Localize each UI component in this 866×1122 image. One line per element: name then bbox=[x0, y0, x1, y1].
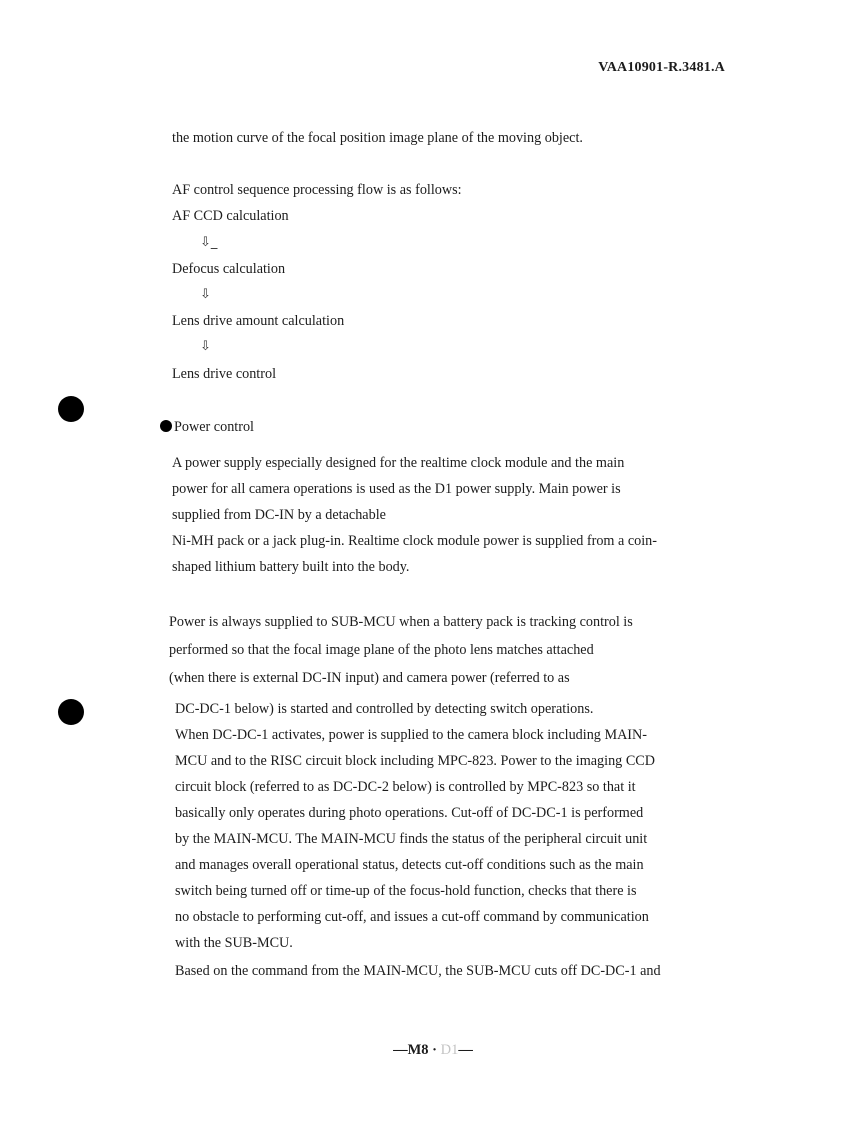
page-footer bbox=[0, 1042, 866, 1059]
punch-hole-bottom bbox=[58, 699, 84, 725]
down-arrow-icon: ⇩_ bbox=[200, 235, 218, 250]
paragraph-line: performed so that the focal image plane of the photo lens matches attached bbox=[169, 642, 594, 658]
paragraph-line: with the SUB-MCU. bbox=[175, 935, 293, 951]
paragraph-line: shaped lithium battery built into the body. bbox=[172, 559, 410, 575]
paragraph-line: When DC-DC-1 activates, power is supplied to the camera block including MAIN- bbox=[175, 727, 648, 743]
down-arrow-icon: ⇩ bbox=[200, 287, 211, 302]
paragraph-line: DC-DC-1 below) is started and controlled by detecting switch operations. bbox=[175, 701, 594, 717]
paragraph-line: and manages overall operational status, detects cut-off conditions such as the main bbox=[175, 857, 644, 873]
down-arrow-icon: ⇩ bbox=[200, 339, 211, 354]
section-heading-power-control bbox=[160, 418, 254, 436]
af-flow-intro: AF control sequence processing flow is as follows: bbox=[172, 182, 462, 198]
paragraph-line: by the MAIN-MCU. The MAIN-MCU finds the status of the peripheral circuit unit bbox=[175, 831, 648, 847]
page-number: —M8 · bbox=[393, 1042, 438, 1058]
section-heading-text: Power control bbox=[174, 419, 254, 435]
page-number-end: — bbox=[458, 1042, 473, 1058]
paragraph-line: Ni-MH pack or a jack plug-in. Realtime clock module power is supplied from a coin- bbox=[172, 533, 658, 549]
paragraph-line: Based on the command from the MAIN-MCU, the SUB-MCU cuts off DC-DC-1 and bbox=[175, 963, 661, 979]
continuation-text: the motion curve of the focal position image plane of the moving object. bbox=[172, 130, 583, 146]
punch-hole-top bbox=[58, 396, 84, 422]
paragraph-line: supplied from DC-IN by a detachable bbox=[172, 507, 386, 523]
bullet-icon bbox=[160, 420, 172, 432]
page-number-faint: D1 bbox=[440, 1042, 459, 1058]
paragraph-line: (when there is external DC-IN input) and camera power (referred to as bbox=[169, 670, 570, 686]
document-reference: VAA10901-R.3481.A bbox=[598, 60, 725, 75]
af-flow-step: AF CCD calculation bbox=[172, 208, 289, 224]
paragraph-line: circuit block (referred to as DC-DC-2 below) is controlled by MPC-823 so that it bbox=[175, 779, 636, 795]
paragraph-line: basically only operates during photo operations. Cut-off of DC-DC-1 is performed bbox=[175, 805, 644, 821]
paragraph-line: MCU and to the RISC circuit block including MPC-823. Power to the imaging CCD bbox=[175, 753, 655, 769]
paragraph-line: A power supply especially designed for the realtime clock module and the main bbox=[172, 455, 625, 471]
paragraph-line: Power is always supplied to SUB-MCU when a battery pack is tracking control is bbox=[169, 614, 633, 630]
af-flow-step: Lens drive amount calculation bbox=[172, 313, 345, 329]
paragraph-line: no obstacle to performing cut-off, and issues a cut-off command by communication bbox=[175, 909, 649, 925]
af-flow-step: Lens drive control bbox=[172, 366, 277, 382]
paragraph-line: switch being turned off or time-up of the focus-hold function, checks that there is bbox=[175, 883, 637, 899]
af-flow-step: Defocus calculation bbox=[172, 261, 286, 277]
paragraph-line: power for all camera operations is used as the D1 power supply. Main power is bbox=[172, 481, 621, 497]
